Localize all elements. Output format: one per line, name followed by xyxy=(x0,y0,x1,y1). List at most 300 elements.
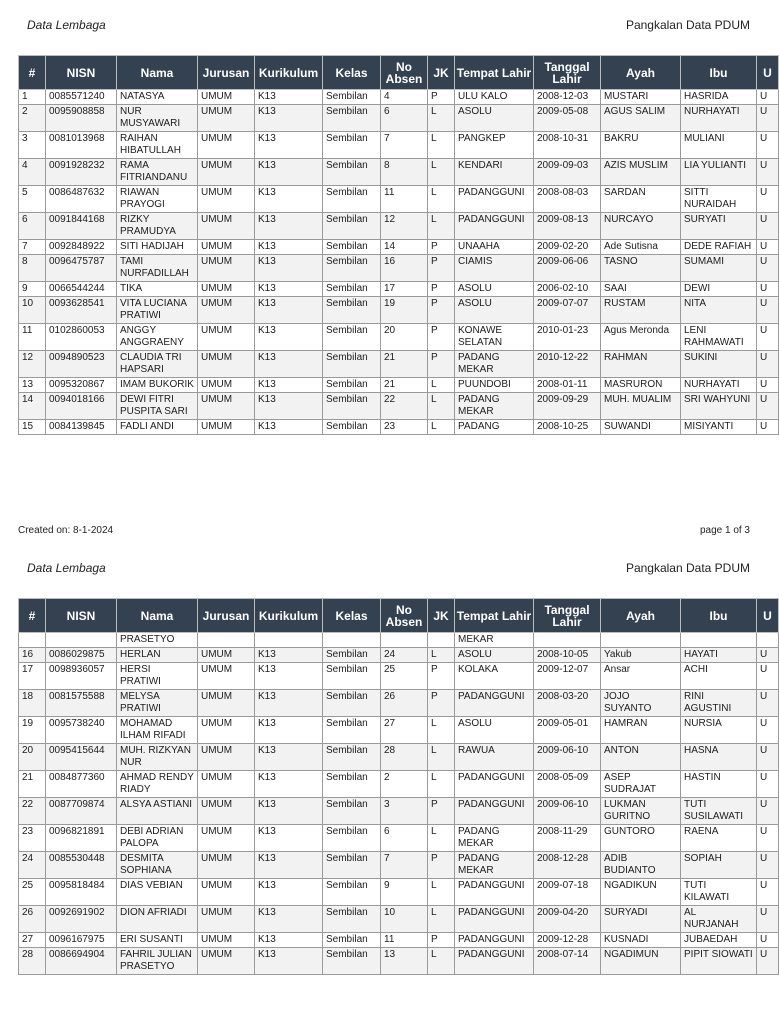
cell-ibu: HAYATI xyxy=(681,648,757,663)
column-header-no-absen: No Absen xyxy=(381,599,428,633)
cell-kelas: Sembilan xyxy=(323,717,381,744)
cell-ibu: RINI AGUSTINI xyxy=(681,690,757,717)
cell-jk xyxy=(428,633,455,648)
page-footer xyxy=(0,525,768,541)
cell-tempat-lahir: PADANG MEKAR xyxy=(455,825,534,852)
table-header-row xyxy=(19,599,779,633)
table-body xyxy=(19,90,779,435)
cell-kurikulum: K13 xyxy=(255,378,323,393)
cell-extra: U xyxy=(757,879,779,906)
cell-tanggal-lahir: 2008-10-25 xyxy=(534,420,601,435)
cell-jk: L xyxy=(428,906,455,933)
cell-tempat-lahir: ASOLU xyxy=(455,717,534,744)
cell-kurikulum: K13 xyxy=(255,351,323,378)
cell-jurusan: UMUM xyxy=(198,282,255,297)
cell-ibu: NITA xyxy=(681,297,757,324)
cell-no-absen: 6 xyxy=(381,105,428,132)
cell-extra: U xyxy=(757,825,779,852)
cell-kurikulum xyxy=(255,633,323,648)
cell-row-number xyxy=(19,633,46,648)
cell-jurusan: UMUM xyxy=(198,771,255,798)
cell-nama: NUR MUSYAWARI xyxy=(117,105,198,132)
cell-ayah: SUWANDI xyxy=(601,420,681,435)
column-header-kelas: Kelas xyxy=(323,56,381,90)
cell-jurusan xyxy=(198,633,255,648)
cell-nama: FADLI ANDI xyxy=(117,420,198,435)
cell-kelas: Sembilan xyxy=(323,213,381,240)
cell-jk: L xyxy=(428,771,455,798)
cell-kurikulum: K13 xyxy=(255,213,323,240)
cell-no-absen: 14 xyxy=(381,240,428,255)
cell-extra: U xyxy=(757,186,779,213)
cell-nama: NATASYA xyxy=(117,90,198,105)
cell-extra: U xyxy=(757,948,779,975)
cell-nama: VITA LUCIANA PRATIWI xyxy=(117,297,198,324)
column-header-tempat-lahir: Tempat Lahir xyxy=(455,56,534,90)
cell-no-absen: 21 xyxy=(381,351,428,378)
cell-ayah: BAKRU xyxy=(601,132,681,159)
table-body xyxy=(19,633,779,975)
cell-ibu: SURYATI xyxy=(681,213,757,240)
cell-jk: P xyxy=(428,90,455,105)
cell-kurikulum: K13 xyxy=(255,879,323,906)
table-header-row xyxy=(19,56,779,90)
cell-tanggal-lahir: 2009-06-10 xyxy=(534,798,601,825)
cell-kelas: Sembilan xyxy=(323,663,381,690)
cell-nama: ERI SUSANTI xyxy=(117,933,198,948)
cell-no-absen: 8 xyxy=(381,159,428,186)
cell-kelas: Sembilan xyxy=(323,798,381,825)
cell-tanggal-lahir: 2009-07-18 xyxy=(534,879,601,906)
cell-tanggal-lahir: 2008-08-03 xyxy=(534,186,601,213)
column-header-no-absen: No Absen xyxy=(381,56,428,90)
cell-extra: U xyxy=(757,132,779,159)
cell-tanggal-lahir: 2009-07-07 xyxy=(534,297,601,324)
column-header-nama: Nama xyxy=(117,599,198,633)
cell-row-number: 6 xyxy=(19,213,46,240)
cell-ayah: ANTON xyxy=(601,744,681,771)
cell-jurusan: UMUM xyxy=(198,690,255,717)
cell-kelas: Sembilan xyxy=(323,324,381,351)
cell-ayah: NGADIKUN xyxy=(601,879,681,906)
cell-tempat-lahir: KENDARI xyxy=(455,159,534,186)
cell-kurikulum: K13 xyxy=(255,393,323,420)
cell-tanggal-lahir xyxy=(534,633,601,648)
column-header-tanggal-lahir: Tanggal Lahir xyxy=(534,599,601,633)
cell-kurikulum: K13 xyxy=(255,282,323,297)
cell-nama: TIKA xyxy=(117,282,198,297)
cell-nisn: 0095738240 xyxy=(46,717,117,744)
cell-row-number: 24 xyxy=(19,852,46,879)
cell-row-number: 13 xyxy=(19,378,46,393)
cell-tanggal-lahir: 2009-04-20 xyxy=(534,906,601,933)
cell-no-absen: 9 xyxy=(381,879,428,906)
cell-no-absen: 24 xyxy=(381,648,428,663)
cell-ibu: RAENA xyxy=(681,825,757,852)
cell-no-absen: 16 xyxy=(381,255,428,282)
table-row xyxy=(19,159,779,186)
cell-ayah: MUH. MUALIM xyxy=(601,393,681,420)
cell-kurikulum: K13 xyxy=(255,105,323,132)
table-row xyxy=(19,933,779,948)
cell-tempat-lahir: ASOLU xyxy=(455,105,534,132)
cell-extra: U xyxy=(757,240,779,255)
cell-ayah: MASRURON xyxy=(601,378,681,393)
cell-nama: DESMITA SOPHIANA xyxy=(117,852,198,879)
cell-extra: U xyxy=(757,378,779,393)
cell-tanggal-lahir: 2008-05-09 xyxy=(534,771,601,798)
table-row xyxy=(19,297,779,324)
cell-ibu: NURSIA xyxy=(681,717,757,744)
cell-extra: U xyxy=(757,159,779,186)
cell-nisn: 0095908858 xyxy=(46,105,117,132)
cell-jurusan: UMUM xyxy=(198,798,255,825)
cell-jk: P xyxy=(428,297,455,324)
cell-kelas: Sembilan xyxy=(323,825,381,852)
cell-kurikulum: K13 xyxy=(255,159,323,186)
cell-ibu: JUBAEDAH xyxy=(681,933,757,948)
column-header-jurusan: Jurusan xyxy=(198,599,255,633)
cell-extra: U xyxy=(757,690,779,717)
cell-tanggal-lahir: 2008-07-14 xyxy=(534,948,601,975)
cell-kelas: Sembilan xyxy=(323,90,381,105)
cell-ibu: TUTI KILAWATI xyxy=(681,879,757,906)
table-row xyxy=(19,351,779,378)
table-row xyxy=(19,132,779,159)
cell-kelas: Sembilan xyxy=(323,420,381,435)
cell-ayah: NGADIMUN xyxy=(601,948,681,975)
cell-tempat-lahir: PADANG MEKAR xyxy=(455,393,534,420)
cell-jk: P xyxy=(428,240,455,255)
cell-jurusan: UMUM xyxy=(198,879,255,906)
cell-kelas: Sembilan xyxy=(323,690,381,717)
cell-extra: U xyxy=(757,90,779,105)
table-row xyxy=(19,633,779,648)
cell-jurusan: UMUM xyxy=(198,393,255,420)
cell-extra: U xyxy=(757,852,779,879)
student-table-page-1 xyxy=(18,55,779,435)
cell-tanggal-lahir: 2009-12-07 xyxy=(534,663,601,690)
cell-tanggal-lahir: 2009-09-03 xyxy=(534,159,601,186)
cell-tanggal-lahir: 2008-01-11 xyxy=(534,378,601,393)
cell-kurikulum: K13 xyxy=(255,852,323,879)
created-date: Created on: 8-1-2024 xyxy=(18,525,114,536)
cell-jurusan: UMUM xyxy=(198,717,255,744)
cell-kelas: Sembilan xyxy=(323,879,381,906)
cell-ibu: ACHI xyxy=(681,663,757,690)
institution-data-label: Data Lembaga xyxy=(27,561,106,575)
cell-extra xyxy=(757,633,779,648)
cell-nisn: 0096821891 xyxy=(46,825,117,852)
cell-tempat-lahir: CIAMIS xyxy=(455,255,534,282)
cell-nama: ALSYA ASTIANI xyxy=(117,798,198,825)
cell-extra: U xyxy=(757,663,779,690)
table-row xyxy=(19,324,779,351)
cell-kelas: Sembilan xyxy=(323,159,381,186)
cell-row-number: 10 xyxy=(19,297,46,324)
cell-tempat-lahir: PADANGGUNI xyxy=(455,879,534,906)
cell-no-absen: 10 xyxy=(381,906,428,933)
cell-row-number: 18 xyxy=(19,690,46,717)
cell-no-absen: 28 xyxy=(381,744,428,771)
cell-tanggal-lahir: 2009-06-10 xyxy=(534,744,601,771)
column-header-ayah: Ayah xyxy=(601,56,681,90)
cell-ibu: AL NURJANAH xyxy=(681,906,757,933)
cell-nama: RAMA FITRIANDANU xyxy=(117,159,198,186)
cell-kelas: Sembilan xyxy=(323,351,381,378)
cell-jk: L xyxy=(428,213,455,240)
cell-nisn: 0085571240 xyxy=(46,90,117,105)
table-row xyxy=(19,906,779,933)
cell-ayah: ASEP SUDRAJAT xyxy=(601,771,681,798)
cell-jk: L xyxy=(428,648,455,663)
cell-no-absen: 11 xyxy=(381,933,428,948)
cell-extra: U xyxy=(757,798,779,825)
cell-ibu: SITTI NURAIDAH xyxy=(681,186,757,213)
cell-tempat-lahir: PADANGGUNI xyxy=(455,690,534,717)
cell-jurusan: UMUM xyxy=(198,297,255,324)
cell-nisn: 0091844168 xyxy=(46,213,117,240)
cell-ibu: NURHAYATI xyxy=(681,105,757,132)
cell-ibu xyxy=(681,633,757,648)
cell-ayah: GUNTORO xyxy=(601,825,681,852)
cell-ayah: MUSTARI xyxy=(601,90,681,105)
cell-kurikulum: K13 xyxy=(255,933,323,948)
cell-jk: P xyxy=(428,690,455,717)
cell-extra: U xyxy=(757,420,779,435)
cell-tempat-lahir: KONAWE SELATAN xyxy=(455,324,534,351)
cell-jk: P xyxy=(428,933,455,948)
cell-extra: U xyxy=(757,255,779,282)
cell-kelas: Sembilan xyxy=(323,255,381,282)
cell-tanggal-lahir: 2009-09-29 xyxy=(534,393,601,420)
cell-ibu: LIA YULIANTI xyxy=(681,159,757,186)
cell-row-number: 8 xyxy=(19,255,46,282)
cell-extra: U xyxy=(757,933,779,948)
cell-jurusan: UMUM xyxy=(198,948,255,975)
cell-jk: L xyxy=(428,186,455,213)
cell-ayah: SAAI xyxy=(601,282,681,297)
cell-row-number: 16 xyxy=(19,648,46,663)
cell-ayah xyxy=(601,633,681,648)
cell-nama: SITI HADIJAH xyxy=(117,240,198,255)
table-row xyxy=(19,282,779,297)
cell-tempat-lahir: RAWUA xyxy=(455,744,534,771)
cell-no-absen: 13 xyxy=(381,948,428,975)
cell-ayah: ADIB BUDIANTO xyxy=(601,852,681,879)
cell-jurusan: UMUM xyxy=(198,825,255,852)
cell-ibu: DEDE RAFIAH xyxy=(681,240,757,255)
table-row xyxy=(19,663,779,690)
cell-nama: RIAWAN PRAYOGI xyxy=(117,186,198,213)
cell-row-number: 17 xyxy=(19,663,46,690)
cell-row-number: 15 xyxy=(19,420,46,435)
cell-row-number: 28 xyxy=(19,948,46,975)
cell-extra: U xyxy=(757,213,779,240)
cell-extra: U xyxy=(757,282,779,297)
cell-tempat-lahir: PADANGGUNI xyxy=(455,798,534,825)
cell-tanggal-lahir: 2010-12-22 xyxy=(534,351,601,378)
cell-ayah: AGUS SALIM xyxy=(601,105,681,132)
cell-row-number: 20 xyxy=(19,744,46,771)
cell-nisn: 0084877360 xyxy=(46,771,117,798)
cell-nisn: 0081013968 xyxy=(46,132,117,159)
cell-tempat-lahir: PADANGGUNI xyxy=(455,186,534,213)
cell-nama: HERLAN xyxy=(117,648,198,663)
cell-tempat-lahir: ULU KALO xyxy=(455,90,534,105)
table-row xyxy=(19,213,779,240)
table-row xyxy=(19,648,779,663)
cell-tanggal-lahir: 2009-08-13 xyxy=(534,213,601,240)
column-header-jk: JK xyxy=(428,599,455,633)
cell-kurikulum: K13 xyxy=(255,90,323,105)
cell-ibu: NURHAYATI xyxy=(681,378,757,393)
cell-tempat-lahir: PADANG MEKAR xyxy=(455,351,534,378)
cell-row-number: 22 xyxy=(19,798,46,825)
cell-jk: P xyxy=(428,663,455,690)
cell-ayah: RUSTAM xyxy=(601,297,681,324)
cell-ibu: HASTIN xyxy=(681,771,757,798)
cell-tanggal-lahir: 2009-02-20 xyxy=(534,240,601,255)
cell-row-number: 19 xyxy=(19,717,46,744)
cell-nama: ANGGY ANGGRAENY xyxy=(117,324,198,351)
cell-kurikulum: K13 xyxy=(255,297,323,324)
cell-nisn: 0066544244 xyxy=(46,282,117,297)
table-row xyxy=(19,771,779,798)
institution-data-label: Data Lembaga xyxy=(27,18,106,32)
cell-no-absen: 6 xyxy=(381,825,428,852)
column-header-jk: JK xyxy=(428,56,455,90)
table-row xyxy=(19,378,779,393)
cell-kelas: Sembilan xyxy=(323,852,381,879)
cell-nama: DEWI FITRI PUSPITA SARI xyxy=(117,393,198,420)
cell-jurusan: UMUM xyxy=(198,213,255,240)
cell-jk: P xyxy=(428,255,455,282)
cell-tempat-lahir: PUUNDOBI xyxy=(455,378,534,393)
cell-kelas: Sembilan xyxy=(323,948,381,975)
table-row xyxy=(19,717,779,744)
table-row xyxy=(19,393,779,420)
cell-ibu: PIPIT SIOWATI xyxy=(681,948,757,975)
cell-ayah: KUSNADI xyxy=(601,933,681,948)
cell-tempat-lahir: PADANG xyxy=(455,420,534,435)
cell-jurusan: UMUM xyxy=(198,648,255,663)
cell-row-number: 25 xyxy=(19,879,46,906)
column-header-nisn: NISN xyxy=(46,56,117,90)
cell-extra: U xyxy=(757,717,779,744)
cell-nama: DION AFRIADI xyxy=(117,906,198,933)
column-header-extra: U xyxy=(757,599,779,633)
cell-no-absen: 7 xyxy=(381,132,428,159)
cell-tanggal-lahir: 2009-05-01 xyxy=(534,717,601,744)
cell-nama: DIAS VEBIAN xyxy=(117,879,198,906)
column-header-nama: Nama xyxy=(117,56,198,90)
column-header-kurikulum: Kurikulum xyxy=(255,56,323,90)
cell-jk: P xyxy=(428,852,455,879)
cell-no-absen: 22 xyxy=(381,393,428,420)
cell-no-absen: 21 xyxy=(381,378,428,393)
column-header-extra: U xyxy=(757,56,779,90)
cell-nisn: 0094890523 xyxy=(46,351,117,378)
student-table-page-2 xyxy=(18,598,779,975)
cell-kurikulum: K13 xyxy=(255,255,323,282)
table-row xyxy=(19,825,779,852)
cell-row-number: 21 xyxy=(19,771,46,798)
cell-row-number: 1 xyxy=(19,90,46,105)
cell-row-number: 11 xyxy=(19,324,46,351)
cell-row-number: 3 xyxy=(19,132,46,159)
cell-jk: L xyxy=(428,879,455,906)
cell-jurusan: UMUM xyxy=(198,90,255,105)
cell-ibu: LENI RAHMAWATI xyxy=(681,324,757,351)
cell-jk: L xyxy=(428,948,455,975)
database-title: Pangkalan Data PDUM xyxy=(625,561,750,575)
cell-kelas: Sembilan xyxy=(323,282,381,297)
cell-jk: L xyxy=(428,717,455,744)
cell-no-absen: 25 xyxy=(381,663,428,690)
cell-jk: P xyxy=(428,351,455,378)
cell-kurikulum: K13 xyxy=(255,186,323,213)
cell-kurikulum: K13 xyxy=(255,132,323,159)
cell-nisn: 0086487632 xyxy=(46,186,117,213)
cell-ayah: JOJO SUYANTO xyxy=(601,690,681,717)
cell-jk: L xyxy=(428,132,455,159)
cell-no-absen: 19 xyxy=(381,297,428,324)
cell-nama: RIZKY PRAMUDYA xyxy=(117,213,198,240)
cell-nama: IMAM BUKORIK xyxy=(117,378,198,393)
cell-kelas: Sembilan xyxy=(323,297,381,324)
cell-jk: L xyxy=(428,159,455,186)
cell-nisn: 0086694904 xyxy=(46,948,117,975)
table-row xyxy=(19,186,779,213)
cell-kurikulum: K13 xyxy=(255,690,323,717)
cell-nisn: 0091928232 xyxy=(46,159,117,186)
cell-ibu: SUKINI xyxy=(681,351,757,378)
cell-kurikulum: K13 xyxy=(255,744,323,771)
cell-tempat-lahir: PANGKEP xyxy=(455,132,534,159)
cell-tanggal-lahir: 2008-10-05 xyxy=(534,648,601,663)
cell-nama: MELYSA PRATIWI xyxy=(117,690,198,717)
cell-extra: U xyxy=(757,393,779,420)
cell-nama: CLAUDIA TRI HAPSARI xyxy=(117,351,198,378)
cell-jurusan: UMUM xyxy=(198,906,255,933)
cell-tempat-lahir: ASOLU xyxy=(455,297,534,324)
cell-no-absen: 27 xyxy=(381,717,428,744)
cell-jurusan: UMUM xyxy=(198,744,255,771)
cell-nama: MOHAMAD ILHAM RIFADI xyxy=(117,717,198,744)
cell-no-absen: 7 xyxy=(381,852,428,879)
table-row xyxy=(19,240,779,255)
cell-kelas: Sembilan xyxy=(323,393,381,420)
cell-tanggal-lahir: 2009-12-28 xyxy=(534,933,601,948)
cell-nama: PRASETYO xyxy=(117,633,198,648)
cell-no-absen: 2 xyxy=(381,771,428,798)
cell-tempat-lahir: PADANGGUNI xyxy=(455,213,534,240)
cell-jk: L xyxy=(428,825,455,852)
cell-nama: HERSI PRATIWI xyxy=(117,663,198,690)
cell-jk: L xyxy=(428,420,455,435)
cell-tempat-lahir: PADANGGUNI xyxy=(455,933,534,948)
cell-nama: AHMAD RENDY RIADY xyxy=(117,771,198,798)
page-number: page 1 of 3 xyxy=(699,525,750,536)
column-header-kurikulum: Kurikulum xyxy=(255,599,323,633)
cell-kurikulum: K13 xyxy=(255,948,323,975)
cell-row-number: 4 xyxy=(19,159,46,186)
cell-nisn: 0081575588 xyxy=(46,690,117,717)
cell-nisn: 0093628541 xyxy=(46,297,117,324)
page-header xyxy=(0,15,768,35)
cell-no-absen: 20 xyxy=(381,324,428,351)
